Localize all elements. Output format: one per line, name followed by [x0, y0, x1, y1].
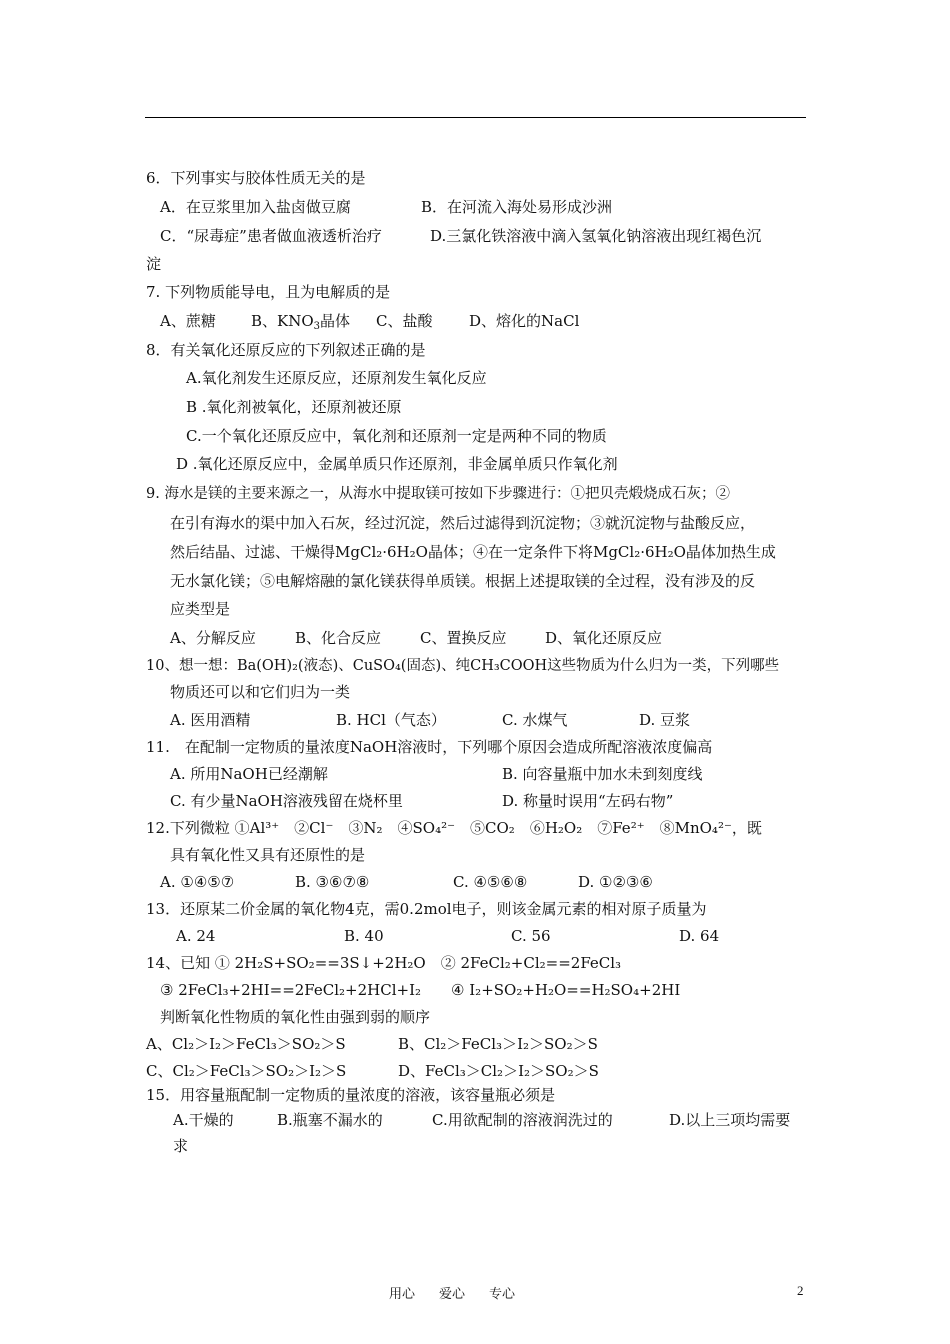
page-number: 2 [797, 1283, 804, 1298]
q8-option-d: D .氧化还原反应中，金属单质只作还原剂，非金属单质只作氧化剂 [176, 455, 618, 473]
q12-option-d: D. ①②③⑥ [578, 873, 653, 891]
q14-line-3: 判断氧化性物质的氧化性由强到弱的顺序 [160, 1008, 431, 1026]
q9-option-b: B、化合反应 [295, 629, 382, 647]
q12-line-2: 具有氧化性又具有还原性的是 [170, 846, 366, 864]
q11-option-a: A. 所用NaOH已经潮解 [170, 765, 328, 783]
header-rule [145, 117, 806, 118]
q8-option-b: B .氧化剂被氧化，还原剂被还原 [186, 398, 402, 416]
q10-line-1: 10、想一想：Ba(OH)₂(液态)、CuSO₄(固态)、纯CH₃COOH这些物质为什么归为一类，下列哪些 [146, 658, 780, 674]
q9-line-1: 9. 海水是镁的主要来源之一，从海水中提取镁可按如下步骤进行：①把贝壳煅烧成石灰；② [146, 486, 730, 502]
q10-line-2: 物质还可以和它们归为一类 [170, 683, 351, 701]
q9-option-d: D、氧化还原反应 [545, 629, 663, 647]
q12-option-a: A. ①④⑤⑦ [160, 873, 235, 891]
q9-option-c: C、置换反应 [420, 629, 507, 647]
q7-stem: 7. 下列物质能导电，且为电解质的是 [146, 283, 391, 301]
footer-motto [389, 1283, 539, 1302]
footer-motto-3: 专心 [489, 1287, 516, 1302]
q6-stem: 6．下列事实与胶体性质无关的是 [146, 169, 366, 187]
q8-stem: 8．有关氧化还原反应的下列叙述正确的是 [146, 341, 426, 359]
q6-option-d: D.三氯化铁溶液中滴入氢氧化钠溶液出现红褐色沉 [430, 227, 762, 245]
q6-option-a: A．在豆浆里加入盐卤做豆腐 [160, 198, 351, 216]
q13-option-d: D. 64 [679, 927, 720, 945]
q11-option-b: B. 向容量瓶中加水未到刻度线 [502, 765, 703, 783]
q15-option-d: D.以上三项均需要 [669, 1111, 791, 1129]
q12-line-1: 12.下列微粒 ①Al³⁺ ②Cl⁻ ③N₂ ④SO₄²⁻ ⑤CO₂ ⑥H₂O₂ ⑦Fe²⁺ ⑧MnO₄²⁻，既 [146, 819, 762, 837]
q14-option-d: D、FeCl₃＞Cl₂＞I₂＞SO₂＞S [398, 1062, 599, 1080]
q14-option-b: B、Cl₂＞FeCl₃＞I₂＞SO₂＞S [398, 1035, 598, 1053]
q11-option-d: D. 称量时误用“左码右物” [502, 792, 674, 810]
q14-option-c: C、Cl₂＞FeCl₃＞SO₂＞I₂＞S [146, 1062, 347, 1080]
q10-option-b: B. HCl（气态） [336, 711, 446, 729]
q15-option-d-cont: 求 [173, 1137, 189, 1155]
q12-option-c: C. ④⑤⑥⑧ [453, 873, 528, 891]
footer-motto-1: 用心 [389, 1287, 416, 1302]
q11-stem: 11. 在配制一定物质的量浓度NaOH溶液时，下列哪个原因会造成所配溶液浓度偏高 [146, 738, 713, 756]
q14-line-1: 14、已知 ① 2H₂S+SO₂==3S↓+2H₂O ② 2FeCl₂+Cl₂==2FeCl₃ [146, 954, 622, 972]
q7-option-c: C、盐酸 [376, 312, 433, 330]
q9-line-3: 然后结晶、过滤、干燥得MgCl₂·6H₂O晶体；④在一定条件下将MgCl₂·6H₂O晶体加热生成 [170, 543, 776, 561]
q9-line-2: 在引有海水的渠中加入石灰，经过沉淀，然后过滤得到沉淀物；③就沉淀物与盐酸反应， [170, 514, 756, 532]
q12-option-b: B. ③⑥⑦⑧ [295, 873, 370, 891]
q15-option-c: C.用欲配制的溶液润洗过的 [432, 1111, 613, 1129]
q7-option-d: D、熔化的NaCl [469, 312, 580, 330]
q10-option-c: C. 水煤气 [502, 711, 568, 729]
q10-option-d: D. 豆浆 [639, 711, 691, 729]
q10-option-a: A. 医用酒精 [170, 711, 251, 729]
q8-option-c: C.一个氧化还原反应中，氧化剂和还原剂一定是两种不同的物质 [186, 427, 607, 445]
q14-option-a: A、Cl₂＞I₂＞FeCl₃＞SO₂＞S [146, 1035, 346, 1053]
q15-stem: 15．用容量瓶配制一定物质的量浓度的溶液，该容量瓶必须是 [146, 1086, 556, 1104]
q15-option-a: A.干燥的 [173, 1111, 234, 1129]
q15-option-b: B.瓶塞不漏水的 [277, 1111, 383, 1129]
q9-line-5: 应类型是 [170, 600, 231, 618]
q7-option-a: A、蔗糖 [160, 312, 216, 330]
q13-option-b: B. 40 [344, 927, 384, 945]
q14-line-2: ③ 2FeCl₃+2HI==2FeCl₂+2HCl+I₂ ④ I₂+SO₂+H₂O==H₂SO₄+2HI [160, 981, 681, 999]
footer-motto-2: 爱心 [439, 1287, 466, 1302]
q7-option-b: B、$KNO_3$晶体 [251, 312, 351, 332]
q13-option-c: C. 56 [511, 927, 551, 945]
q9-line-4: 无水氯化镁；⑤电解熔融的氯化镁获得单质镁。根据上述提取镁的全过程，没有涉及的反 [170, 572, 756, 590]
q13-option-a: A. 24 [176, 927, 216, 945]
q13-stem: 13．还原某二价金属的氧化物4克，需0.2mol电子，则该金属元素的相对原子质量为 [146, 900, 707, 918]
q6-option-d-cont: 淀 [146, 255, 162, 273]
q11-option-c: C. 有少量NaOH溶液残留在烧杯里 [170, 792, 403, 810]
q9-option-a: A、分解反应 [170, 629, 256, 647]
q8-option-a: A.氧化剂发生还原反应，还原剂发生氧化反应 [186, 369, 487, 387]
q6-option-b: B．在河流入海处易形成沙洲 [421, 198, 613, 216]
q6-option-c: C．“尿毒症”患者做血液透析治疗 [160, 227, 382, 245]
